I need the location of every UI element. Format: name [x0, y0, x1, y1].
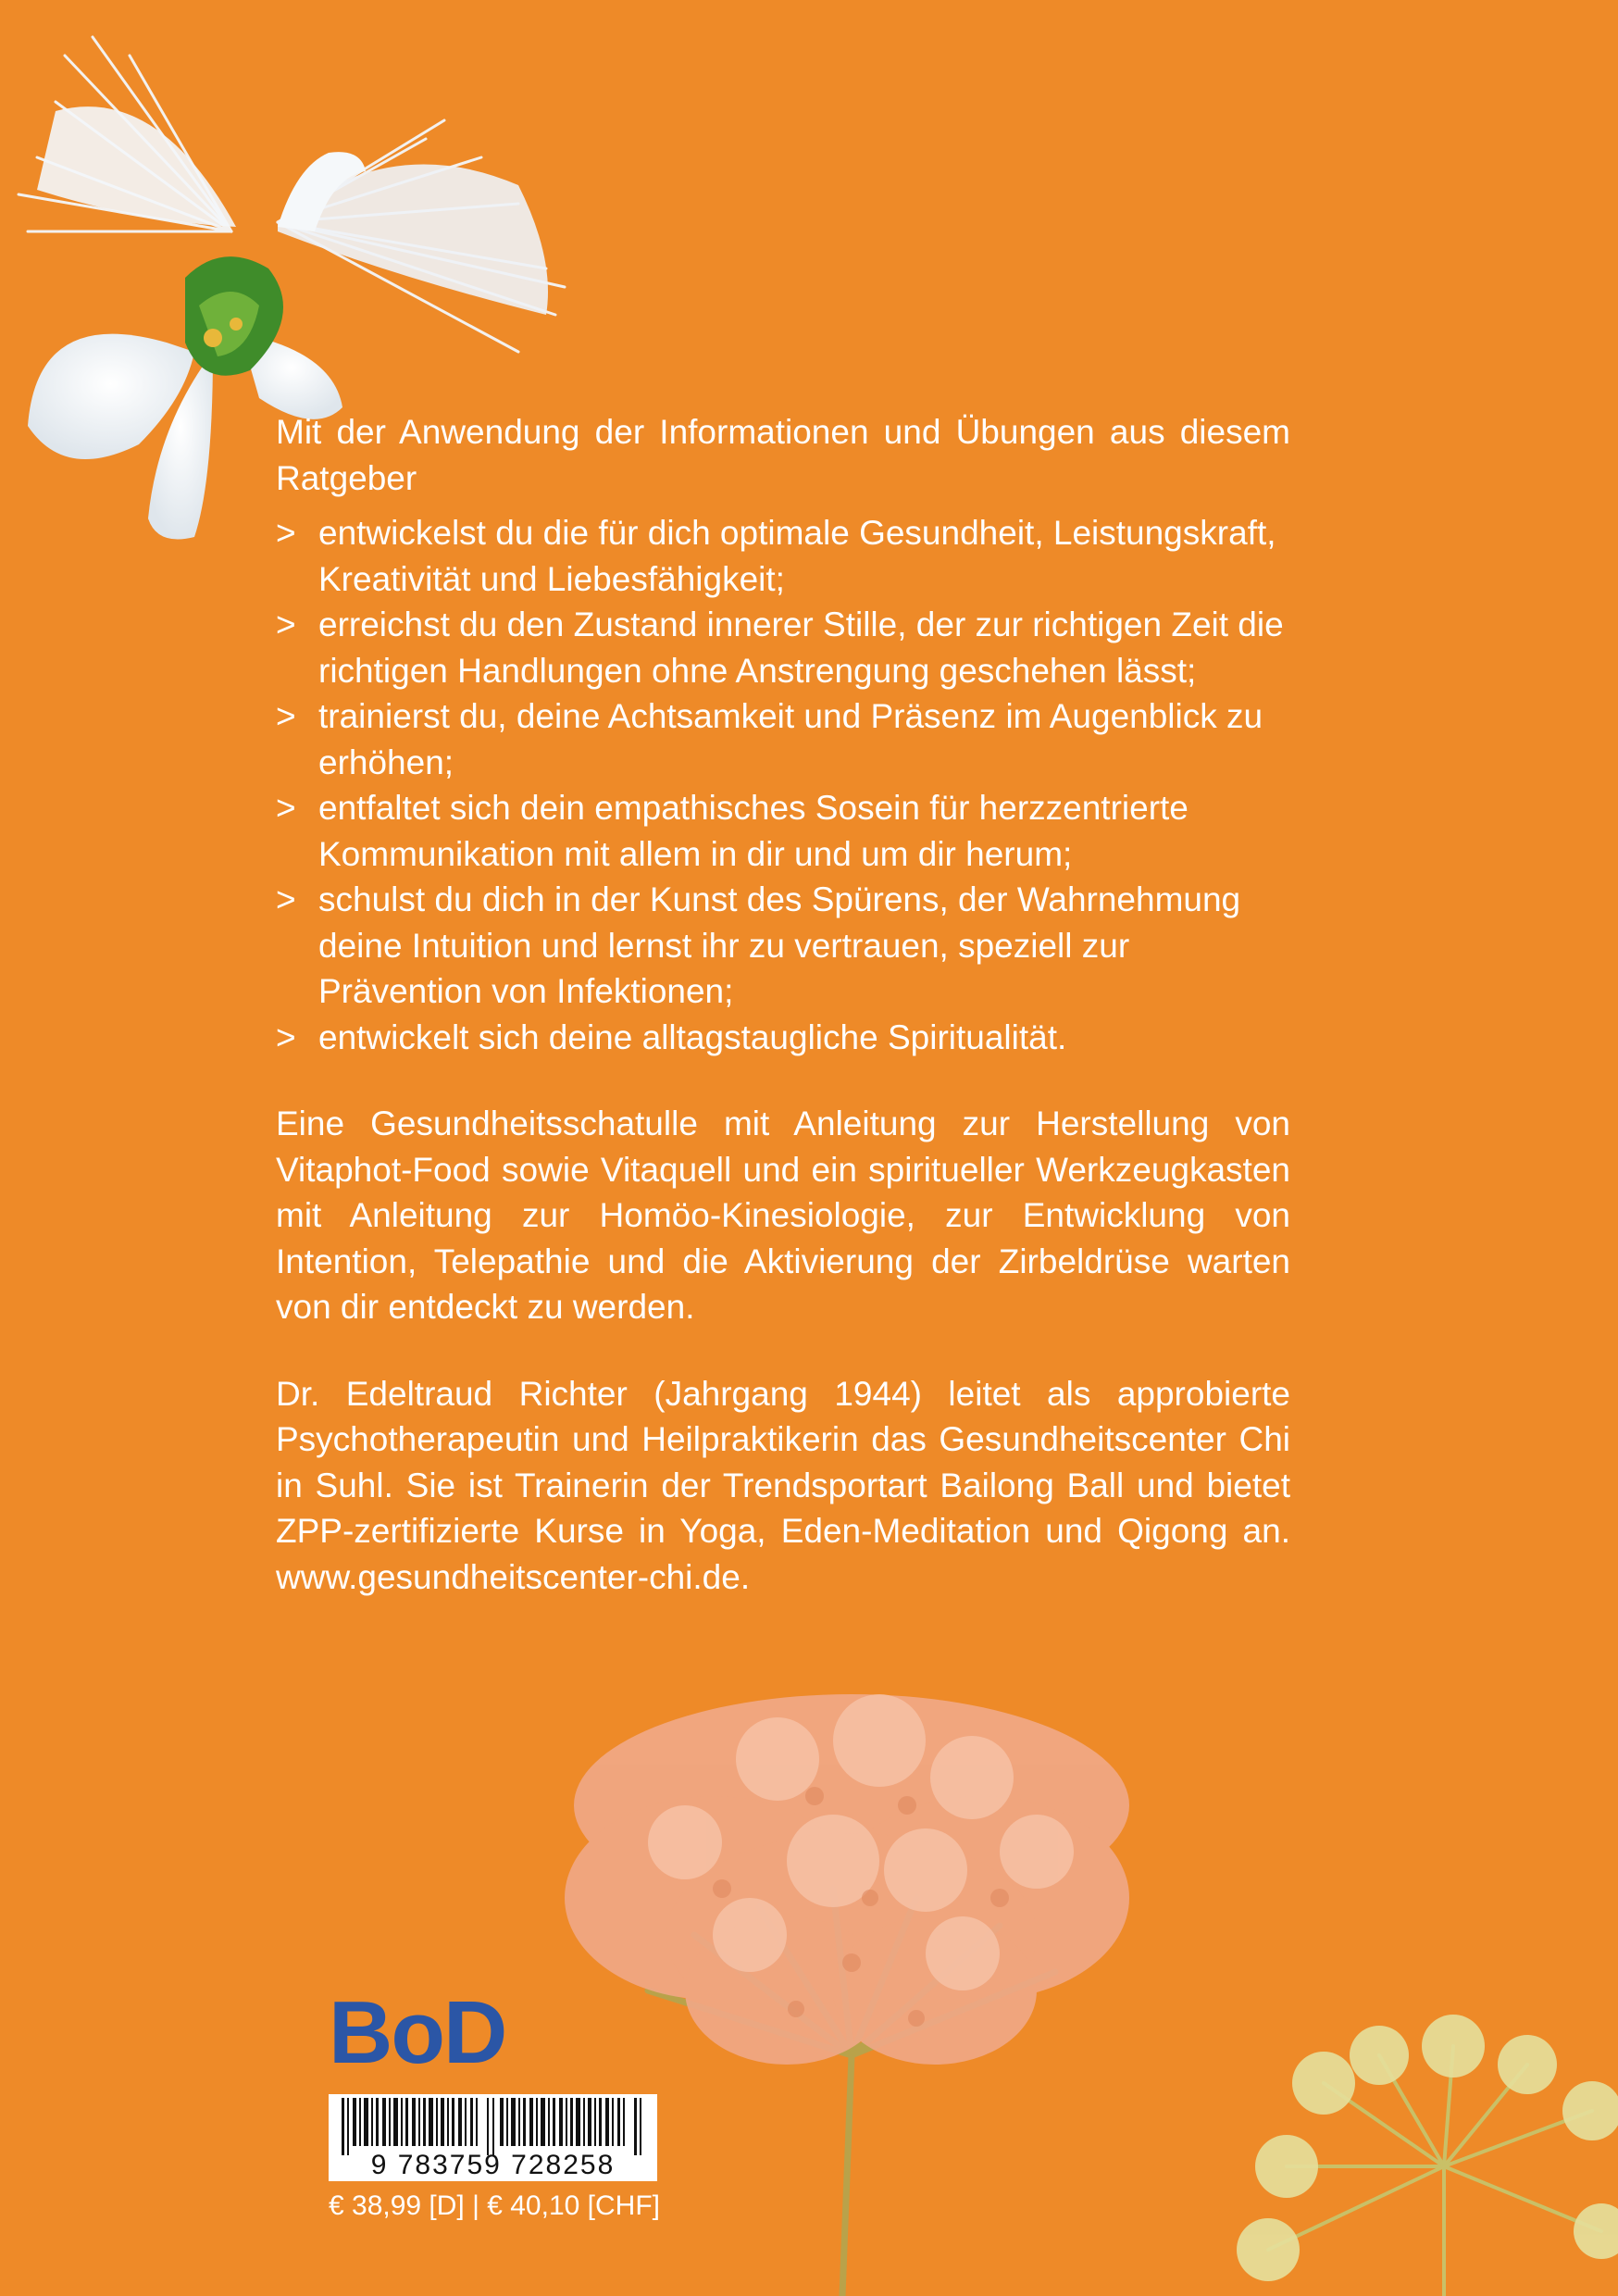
bullet-marker: > — [276, 789, 296, 827]
list-item: > entwickelt sich deine alltagstaugliche Spiritualität. — [276, 1015, 1290, 1061]
publisher-logo: BoD — [329, 1983, 506, 2082]
isbn-digits: 9 783759 728258 — [370, 2150, 616, 2180]
bullet-marker: > — [276, 605, 296, 643]
yellow-umbel-illustration — [1213, 2009, 1618, 2296]
blurb — [276, 409, 1290, 1600]
list-item: > entfaltet sich dein empathisches Sosein für herzzentrierte Kommunikation mit allem in dir und um dir herum; — [276, 785, 1290, 877]
bullet-marker: > — [276, 880, 296, 918]
bullet-marker: > — [276, 514, 296, 552]
price-text: € 38,99 [D] | € 40,10 [CHF] — [329, 2190, 660, 2221]
bullet-marker: > — [276, 697, 296, 735]
list-item: > schulst du dich in der Kunst des Spürens, der Wahrnehmung deine Intuition und lernst ihr zu vertrauen, speziell zur Prävention von Infektionen; — [276, 877, 1290, 1015]
list-item: > trainierst du, deine Achtsamkeit und Präsenz im Augenblick zu erhöhen; — [276, 693, 1290, 785]
list-item: > entwickelst du die für dich optimale Gesundheit, Leistungskraft, Kreativität und Liebesfähigkeit; — [276, 510, 1290, 602]
intro-text: Mit der Anwendung der Informationen und Übungen aus diesem Ratgeber — [276, 413, 1290, 497]
barcode-bars — [329, 2098, 657, 2155]
description-paragraph: Eine Gesundheitsschatulle mit Anleitung zur Herstellung von Vitaphot-Food sowie Vitaquell und ein spiritueller Werkzeugkasten mit Anleitung zur Homöo-Kinesiologie, zur Entwicklung von Intention, Telepathie und die Aktivierung der Zirbeldrüse warten von dir entdeckt zu werden. — [276, 1104, 1290, 1326]
author-bio-paragraph: Dr. Edeltraud Richter (Jahrgang 1944) leitet als approbierte Psychotherapeutin und Heilpraktikerin das Gesundheitscenter Chi in Suhl. Sie ist Trainerin der Trendsportart Bailong Ball und bietet ZPP-zertifizierte Kurse in Yoga, Eden-Meditation und Qigong an. www.gesundheitscenter-chi.de. — [276, 1374, 1290, 1596]
list-item: > erreichst du den Zustand innerer Stille, der zur richtigen Zeit die richtigen Handlungen ohne Anstrengung geschehen lässt; — [276, 602, 1290, 693]
bullet-marker: > — [276, 1017, 296, 1056]
isbn-barcode — [329, 2094, 657, 2181]
benefits-list — [276, 510, 1290, 1060]
